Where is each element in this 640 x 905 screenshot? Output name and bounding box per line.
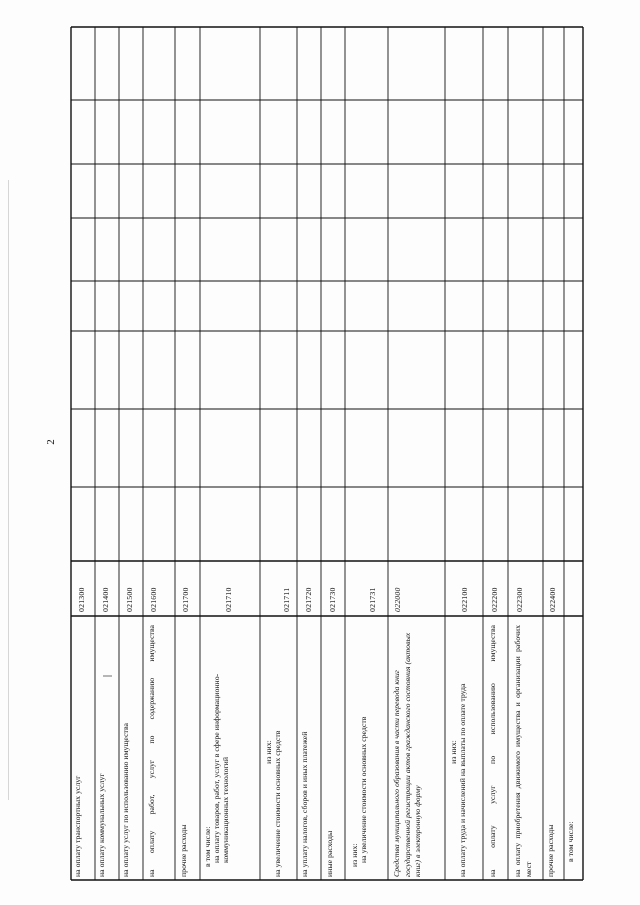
row-heading: из них: [350,843,359,867]
row-label: иные расходы [325,830,334,877]
row-heading: из них: [264,740,273,764]
row-code: 021300 [77,587,86,612]
row-label: прочие расходы [546,824,555,877]
row-label: Средства муниципального образования в части перевода книг государственной регистрации актов гражданского состояния (актовых книг) в электронную форму [392,632,422,877]
page-number: 2 [44,439,57,445]
row-label: на оплату товаров, работ, услуг в сфере информационно-коммуникационных технологий [212,673,230,863]
row-heading: в том числе: [203,826,212,867]
row-label: на оплату услуг по использованию имущества [121,723,130,877]
row-label: на увеличение стоимости основных средств [359,716,368,863]
row-code: 021400 [101,587,110,612]
row-label: на оплату услуг по использованию имущества [488,625,497,877]
row-label: на оплату приобретения движимого имущества и организации рабочих мест [513,625,533,877]
row-label: прочие расходы [179,824,188,877]
row-code: 022400 [548,587,557,612]
row-code: 021731 [368,587,377,612]
row-code: 021500 [125,587,134,612]
row-code: 021711 [282,587,291,612]
row-code: 022000 [393,587,402,612]
row-label: на уплату налогов, сборов и иных платежей [300,731,309,877]
row-code: 022300 [515,587,524,612]
row-label: на оплату транспортных услуг [73,775,82,877]
row-label: на оплату работ, услуг по содержанию имущества [147,625,156,877]
row-code: 021720 [304,587,313,612]
row-label: на оплату коммунальных услуг [97,773,106,877]
row-code: 021710 [224,587,233,612]
row-label: на увеличение стоимости основных средств [273,730,282,877]
row-code: 022200 [490,587,499,612]
row-code: 021700 [181,587,190,612]
row-label: на оплату труда и начислений на выплаты по оплате труда [458,683,467,877]
row-code: 021730 [328,587,337,612]
row-heading: из них: [449,740,458,764]
row-code: 021600 [149,587,158,612]
row-code: 022100 [460,587,469,612]
row-label: в том числе: [566,821,575,862]
